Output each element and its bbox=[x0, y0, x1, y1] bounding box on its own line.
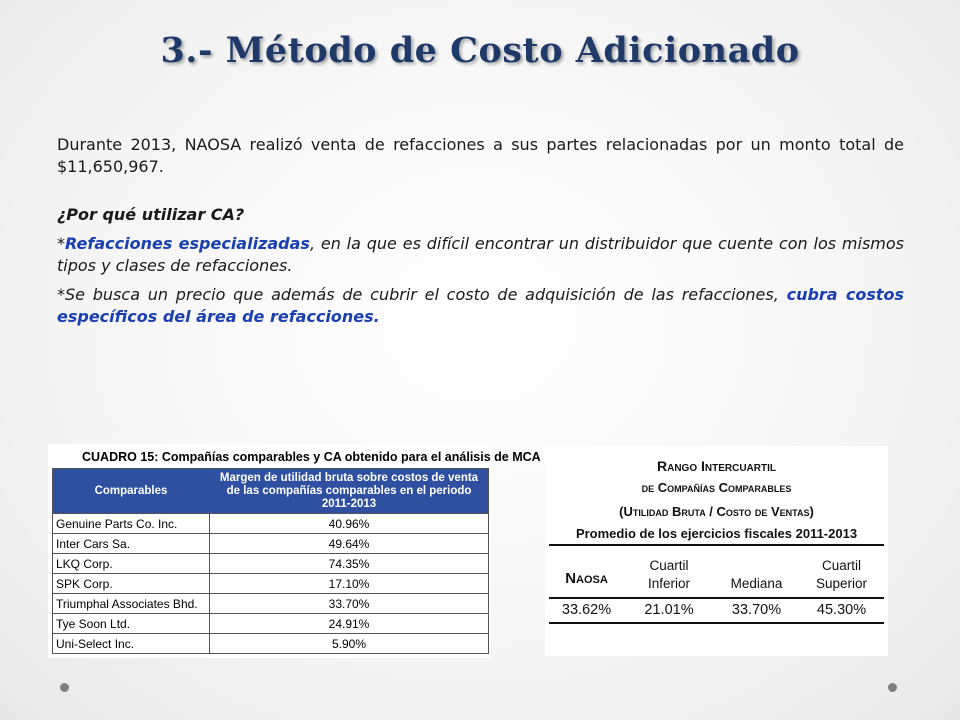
range-value-row bbox=[549, 602, 884, 618]
col-superior-2: Superior bbox=[815, 576, 868, 591]
margin-value: 49.64% bbox=[210, 534, 489, 554]
range-period: Promedio de los ejercicios fiscales 2011-2013 bbox=[575, 526, 858, 541]
margin-value: 24.91% bbox=[210, 614, 489, 634]
header-comparables: Comparables bbox=[53, 469, 210, 514]
bullet-rest: , en la que es difícil encontrar un distribuidor que cuente con los mismos tipos y clases de refacciones. bbox=[57, 234, 904, 275]
decorative-dot-left bbox=[60, 683, 69, 692]
company-name: Genuine Parts Co. Inc. bbox=[53, 514, 210, 534]
company-name: SPK Corp. bbox=[53, 574, 210, 594]
bottom-rule bbox=[549, 622, 884, 624]
col-inferior-1: Cuartil bbox=[649, 558, 689, 573]
range-subtitle: de Compañías Comparables bbox=[641, 480, 792, 495]
bullet-prefix: * bbox=[57, 234, 65, 253]
table-row bbox=[53, 554, 489, 574]
range-title: Rango Intercuartil bbox=[657, 458, 776, 474]
question-heading: ¿Por qué utilizar CA? bbox=[57, 205, 245, 224]
table-header-row bbox=[53, 469, 489, 514]
middle-rule bbox=[549, 597, 884, 599]
company-name: Inter Cars Sa. bbox=[53, 534, 210, 554]
bullet-highlight: Refacciones especializadas bbox=[65, 234, 310, 253]
intro-paragraph: Durante 2013, NAOSA realizó venta de refacciones a sus partes relacionadas por un monto total de $11,650,967. bbox=[57, 135, 904, 176]
header-rule bbox=[549, 544, 884, 546]
val-superior: 45.30% bbox=[816, 602, 867, 618]
table-row bbox=[53, 614, 489, 634]
table-row bbox=[53, 594, 489, 614]
header-margin: Margen de utilidad bruta sobre costos de venta de las compañías comparables en el periodo 2011-2013 bbox=[210, 469, 489, 514]
margin-value: 5.90% bbox=[210, 634, 489, 654]
table-row bbox=[53, 574, 489, 594]
margin-value: 33.70% bbox=[210, 594, 489, 614]
range-col-labels-bottom bbox=[549, 576, 884, 591]
val-mediana: 33.70% bbox=[731, 602, 782, 618]
col-mediana: Mediana bbox=[730, 576, 783, 591]
spacer bbox=[714, 558, 799, 573]
col-inferior-2: Inferior bbox=[647, 576, 691, 591]
margin-value: 40.96% bbox=[210, 514, 489, 534]
slide-body bbox=[57, 134, 904, 335]
bullet-specialized-parts bbox=[57, 233, 904, 277]
spacer bbox=[549, 558, 624, 573]
col-superior-1: Cuartil bbox=[821, 558, 861, 573]
table-row bbox=[53, 534, 489, 554]
table-row bbox=[53, 514, 489, 534]
bullet-text: *Se busca un precio que además de cubrir el costo de adquisición de las refacciones, bbox=[57, 285, 787, 304]
company-name: Triumphal Associates Bhd. bbox=[53, 594, 210, 614]
slide-title: 3.- Método de Costo Adicionado bbox=[160, 30, 800, 71]
comparables-table bbox=[52, 468, 489, 654]
bullet-highlight: cubra costos específicos del área de refacciones. bbox=[57, 285, 905, 326]
val-inferior: 21.01% bbox=[644, 602, 694, 618]
bullet-price-goal bbox=[57, 284, 904, 328]
margin-value: 17.10% bbox=[210, 574, 489, 594]
cuadro-15-table-image bbox=[48, 444, 541, 658]
table-caption: CUADRO 15: Compañías comparables y CA obtenido para el análisis de MCA bbox=[82, 450, 541, 464]
company-name: Uni-Select Inc. bbox=[53, 634, 210, 654]
spacer bbox=[549, 576, 624, 591]
company-name: Tye Soon Ltd. bbox=[53, 614, 210, 634]
margin-value: 74.35% bbox=[210, 554, 489, 574]
col-naosa: Naosa bbox=[565, 570, 608, 587]
val-naosa: 33.62% bbox=[561, 602, 612, 618]
decorative-dot-right bbox=[888, 683, 897, 692]
range-ratio: (Utilidad Bruta / Costo de Ventas) bbox=[619, 504, 814, 519]
range-col-labels-top bbox=[549, 558, 884, 573]
company-name: LKQ Corp. bbox=[53, 554, 210, 574]
interquartile-range-image bbox=[545, 446, 888, 656]
table-row bbox=[53, 634, 489, 654]
